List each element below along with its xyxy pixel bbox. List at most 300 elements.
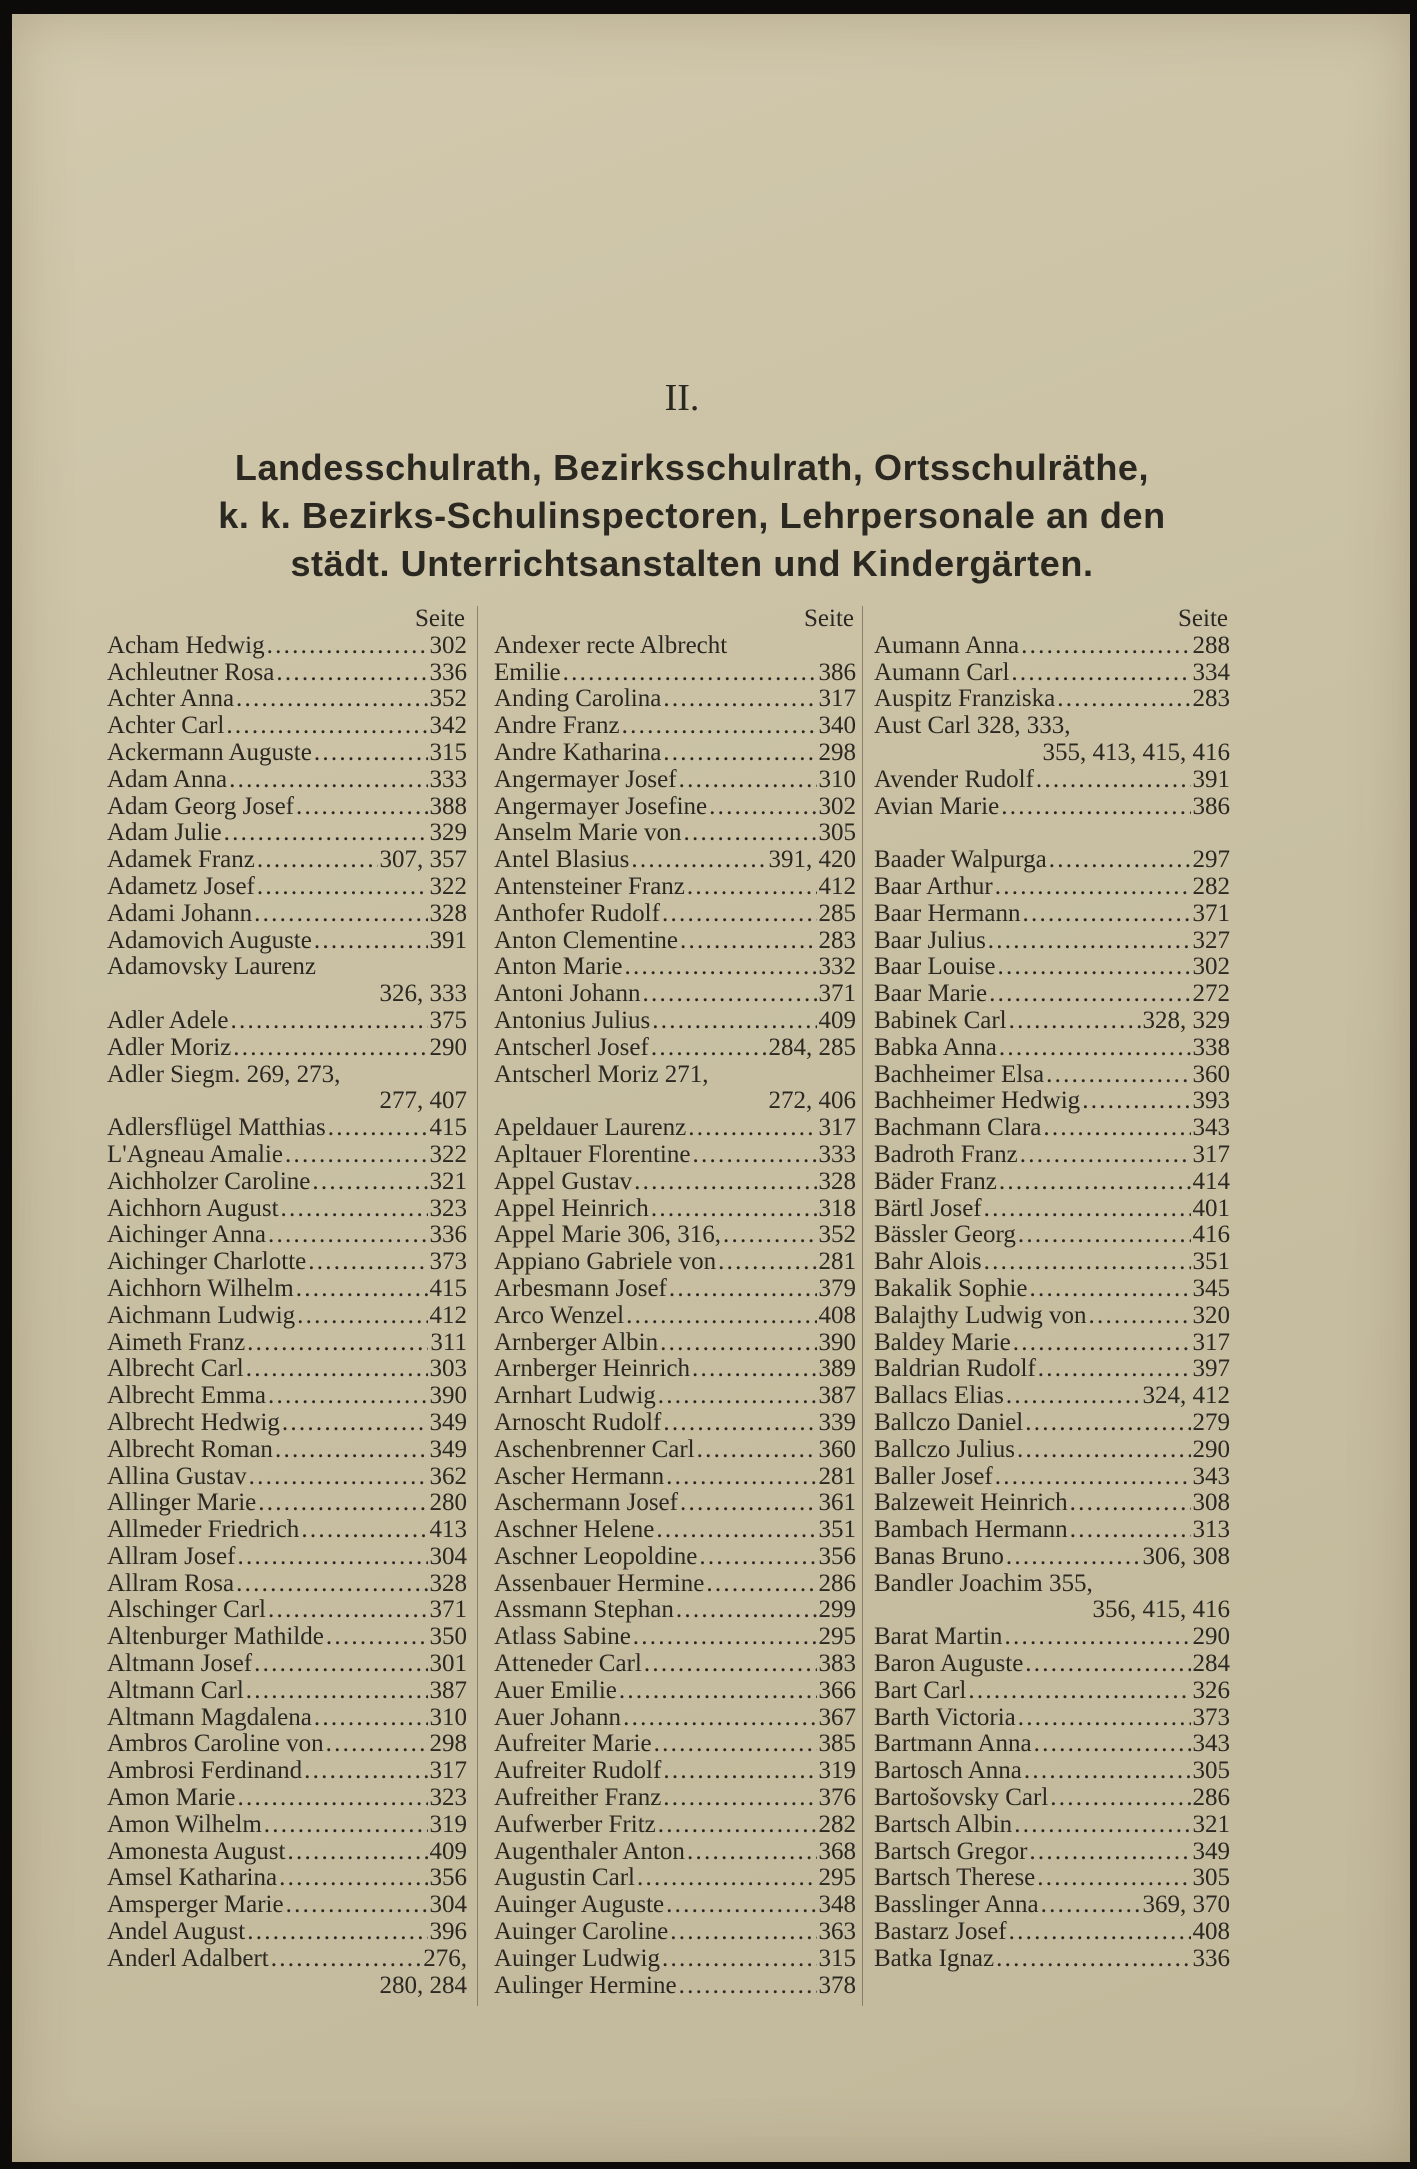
index-entry — [494, 1142, 856, 1169]
entry-name: Aschermann Josef — [494, 1489, 678, 1517]
entry-page: 336 — [429, 1221, 467, 1249]
entry-name: Angermayer Josef — [494, 765, 677, 793]
leader-dots — [692, 1356, 817, 1383]
entry-page: 409 — [818, 1006, 856, 1034]
leader-dots — [1018, 1222, 1191, 1249]
index-entry — [107, 794, 467, 821]
entry-name: Antscherl Moriz 271, — [494, 1060, 709, 1088]
entry-name: Aumann Anna — [874, 631, 1020, 659]
index-entry — [874, 1731, 1230, 1758]
leader-dots — [1025, 1410, 1190, 1437]
leader-dots — [680, 928, 817, 955]
entry-page: 385 — [818, 1730, 856, 1758]
entry-page: 279 — [1192, 1408, 1230, 1436]
entry-name: Auspitz Franziska — [874, 685, 1056, 713]
index-entry — [107, 1437, 467, 1464]
leader-dots — [656, 1517, 816, 1544]
entry-page: 351 — [1192, 1248, 1230, 1276]
entry-name: Anselm Marie von — [494, 819, 682, 847]
entry-name: Atlass Sabine — [494, 1623, 631, 1651]
index-entry — [874, 1249, 1230, 1276]
leader-dots — [1038, 1356, 1191, 1383]
entry-page: 339 — [818, 1408, 856, 1436]
index-entry — [494, 713, 856, 740]
entry-name: Auinger Caroline — [494, 1918, 669, 1946]
entry-name: Appel Heinrich — [494, 1194, 649, 1222]
index-entry — [107, 1785, 467, 1812]
entry-page: 297 — [1192, 846, 1230, 874]
entry-page: 412 — [818, 872, 856, 900]
entry-name: Aufreither Franz — [494, 1784, 662, 1812]
entry-name: Adami Johann — [107, 899, 253, 927]
entry-name: Bahr Alois — [874, 1248, 982, 1276]
entry-name: Bastarz Josef — [874, 1918, 1007, 1946]
leader-dots — [267, 633, 428, 660]
index-entry — [494, 1517, 856, 1544]
heading-line: städt. Unterrichtsanstalten und Kindergärten. — [290, 543, 1094, 584]
index-entry — [494, 954, 856, 981]
entry-page: 303 — [429, 1355, 467, 1383]
entry-page: 272 — [1192, 980, 1230, 1008]
entry-name: Antonius Julius — [494, 1006, 651, 1034]
entry-page: 348 — [818, 1891, 856, 1919]
index-entry — [874, 1705, 1230, 1732]
entry-page: 313 — [1192, 1516, 1230, 1544]
entry-page: 376 — [818, 1784, 856, 1812]
entry-name: Adametz Josef — [107, 872, 255, 900]
entry-name: Auer Emilie — [494, 1676, 617, 1704]
entry-name: Aufreiter Marie — [494, 1730, 652, 1758]
entry-name: Bachheimer Hedwig — [874, 1087, 1081, 1115]
entry-name: Appiano Gabriele von — [494, 1248, 717, 1276]
leader-dots — [229, 767, 427, 794]
entry-page: 375 — [429, 1006, 467, 1034]
leader-dots — [692, 1142, 816, 1169]
leader-dots — [237, 1785, 427, 1812]
index-entry — [107, 1008, 467, 1035]
index-entry — [494, 1222, 856, 1249]
entry-name: Aschner Leopoldine — [494, 1542, 698, 1570]
entry-page: 409 — [429, 1837, 467, 1865]
leader-dots — [287, 1839, 427, 1866]
entry-page: 319 — [818, 1757, 856, 1785]
entry-name: Adamovsky Laurenz — [107, 953, 316, 981]
index-entry — [874, 901, 1230, 928]
entry-name: Aichhorn August — [107, 1194, 279, 1222]
leader-dots — [1009, 1919, 1191, 1946]
index-entry — [494, 1383, 856, 1410]
index-entry — [494, 1705, 856, 1732]
entry-name: Baar Marie — [874, 980, 988, 1008]
index-entry — [494, 1651, 856, 1678]
leader-dots — [651, 1035, 767, 1062]
leader-dots — [326, 1624, 428, 1651]
leader-dots — [268, 1222, 428, 1249]
index-entry — [107, 1571, 467, 1598]
index-entry — [874, 1222, 1230, 1249]
leader-dots — [984, 1249, 1191, 1276]
entry-page: 324, 412 — [1142, 1382, 1230, 1410]
entry-name: Balajthy Ludwig von — [874, 1301, 1087, 1329]
entry-name: Babka Anna — [874, 1033, 997, 1061]
entry-name: Adam Julie — [107, 819, 222, 847]
index-entry — [494, 1356, 856, 1383]
index-entry — [874, 1812, 1230, 1839]
index-entry — [107, 1624, 467, 1651]
index-entry — [107, 1705, 467, 1732]
entry-page: 315 — [818, 1944, 856, 1972]
index-entry — [107, 1865, 467, 1892]
letter-gap — [874, 820, 1230, 847]
entry-name: Altmann Magdalena — [107, 1703, 312, 1731]
index-entry — [494, 660, 856, 687]
index-entry — [874, 1088, 1230, 1115]
entry-name: Badroth Franz — [874, 1140, 1018, 1168]
index-entry — [874, 1490, 1230, 1517]
index-entry — [107, 1142, 467, 1169]
index-column-3 — [874, 606, 1230, 1973]
entry-page: 317 — [818, 685, 856, 713]
leader-dots — [237, 1544, 427, 1571]
index-column-2 — [494, 606, 856, 1999]
index-entry — [107, 1839, 467, 1866]
entry-page: 413 — [429, 1516, 467, 1544]
entry-name: Babinek Carl — [874, 1006, 1007, 1034]
entry-name: Allram Josef — [107, 1542, 236, 1570]
leader-dots — [663, 1410, 816, 1437]
leader-dots — [679, 767, 817, 794]
index-entry — [107, 686, 467, 713]
entry-page: 328, 329 — [1142, 1006, 1230, 1034]
entry-page: 305 — [818, 819, 856, 847]
index-entry — [874, 1169, 1230, 1196]
leader-dots — [660, 1330, 816, 1357]
entry-name: Ballacs Elias — [874, 1382, 1004, 1410]
index-entry — [107, 660, 467, 687]
entry-page: 308 — [1192, 1489, 1230, 1517]
entry-page: 321 — [429, 1167, 467, 1195]
leader-dots — [224, 820, 428, 847]
index-entry — [874, 1839, 1230, 1866]
entry-page: 338 — [1192, 1033, 1230, 1061]
entry-page: 329 — [429, 819, 467, 847]
leader-dots — [312, 1169, 427, 1196]
leader-dots — [626, 1303, 816, 1330]
entry-page: 332 — [818, 953, 856, 981]
leader-dots — [296, 1276, 428, 1303]
entry-name: Apeldauer Laurenz — [494, 1114, 687, 1142]
leader-dots — [1009, 1008, 1141, 1035]
entry-name: Aschner Helene — [494, 1516, 655, 1544]
leader-dots — [258, 1490, 427, 1517]
entry-name: Baar Hermann — [874, 899, 1021, 927]
entry-page: 304 — [429, 1891, 467, 1919]
entry-name: Arbesmann Josef — [494, 1274, 667, 1302]
entry-name: Baller Josef — [874, 1462, 993, 1490]
leader-dots — [1057, 686, 1190, 713]
entry-name: Altmann Carl — [107, 1676, 244, 1704]
entry-page: 391 — [429, 926, 467, 954]
leader-dots — [1082, 1088, 1190, 1115]
entry-name: Adler Adele — [107, 1006, 229, 1034]
index-entry — [107, 1303, 467, 1330]
leader-dots — [1034, 1731, 1191, 1758]
entry-page: 281 — [818, 1462, 856, 1490]
leader-dots — [246, 1678, 428, 1705]
entry-name: Arco Wenzel — [494, 1301, 625, 1329]
entry-name: Allinger Marie — [107, 1489, 257, 1517]
entry-page: 328 — [818, 1167, 856, 1195]
entry-page: 350 — [429, 1623, 467, 1651]
entry-name: Adamek Franz — [107, 846, 255, 874]
entry-name: Allina Gustav — [107, 1462, 247, 1490]
leader-dots — [1014, 1812, 1190, 1839]
entry-name: Bartsch Gregor — [874, 1837, 1028, 1865]
entry-page: 276, — [423, 1944, 467, 1972]
entry-name: Aumann Carl — [874, 658, 1010, 686]
index-entry — [874, 660, 1230, 687]
index-entry — [107, 1169, 467, 1196]
entry-name: Baldrian Rudolf — [874, 1355, 1036, 1383]
entry-page: 386 — [1192, 792, 1230, 820]
entry-name: Aufreiter Rudolf — [494, 1757, 662, 1785]
index-entry — [494, 1464, 856, 1491]
leader-dots — [276, 660, 427, 687]
entry-name: Ballczo Daniel — [874, 1408, 1024, 1436]
leader-dots — [1049, 847, 1191, 874]
leader-dots — [226, 713, 427, 740]
entry-page: 298 — [818, 738, 856, 766]
index-entry — [107, 874, 467, 901]
entry-name: Amsperger Marie — [107, 1891, 284, 1919]
index-entry — [874, 686, 1230, 713]
entry-name: Amsel Katharina — [107, 1864, 278, 1892]
entry-name: Antel Blasius — [494, 846, 630, 874]
entry-name: Adamovich Auguste — [107, 926, 312, 954]
entry-page: 415 — [429, 1274, 467, 1302]
leader-dots — [1029, 1839, 1190, 1866]
entry-name: L'Agneau Amalie — [107, 1140, 283, 1168]
entry-name: Assenbauer Hermine — [494, 1569, 705, 1597]
leader-dots — [658, 1383, 817, 1410]
entry-page: 320 — [1192, 1301, 1230, 1329]
index-entry — [874, 1946, 1230, 1973]
entry-page: 391 — [1192, 765, 1230, 793]
index-entry — [874, 1330, 1230, 1357]
index-entry — [494, 1490, 856, 1517]
index-entry — [874, 767, 1230, 794]
leader-dots — [1025, 1651, 1190, 1678]
leader-dots — [246, 1356, 428, 1383]
entry-name: Ascher Hermann — [494, 1462, 665, 1490]
entry-name: Aichmann Ludwig — [107, 1301, 296, 1329]
entry-page: 302 — [429, 631, 467, 659]
entry-page-continuation: 272, 406 — [768, 1087, 856, 1115]
leader-dots — [697, 1437, 817, 1464]
leader-dots — [624, 954, 816, 981]
entry-name: Assmann Stephan — [494, 1596, 674, 1624]
leader-dots — [718, 1249, 816, 1276]
entry-page: 304 — [429, 1542, 467, 1570]
leader-dots — [1021, 633, 1190, 660]
entry-name: Allram Rosa — [107, 1569, 235, 1597]
leader-dots — [1017, 1437, 1191, 1464]
index-entry — [494, 1169, 856, 1196]
entry-name: Arnberger Albin — [494, 1328, 659, 1356]
entry-name: Baar Louise — [874, 953, 996, 981]
index-entry — [494, 820, 856, 847]
entry-name: Aulinger Hermine — [494, 1971, 677, 1999]
index-entry — [107, 1731, 467, 1758]
entry-page: 288 — [1192, 631, 1230, 659]
entry-page: 295 — [818, 1864, 856, 1892]
entry-name: Arnoscht Rudolf — [494, 1408, 662, 1436]
index-entry — [874, 1571, 1230, 1598]
leader-dots — [995, 874, 1191, 901]
entry-page: 396 — [429, 1918, 467, 1946]
entry-page: 412 — [429, 1301, 467, 1329]
index-entry — [874, 981, 1230, 1008]
entry-name: Anthofer Rudolf — [494, 899, 660, 927]
entry-name: Augustin Carl — [494, 1864, 635, 1892]
index-entry — [874, 794, 1230, 821]
entry-page: 363 — [818, 1918, 856, 1946]
leader-dots — [644, 1651, 817, 1678]
index-entry — [107, 1758, 467, 1785]
leader-dots — [999, 1035, 1191, 1062]
entry-page: 397 — [1192, 1355, 1230, 1383]
entry-name: Anderl Adalbert — [107, 1944, 269, 1972]
index-entry — [874, 1008, 1230, 1035]
leader-dots — [679, 1973, 817, 2000]
leader-dots — [1050, 1785, 1190, 1812]
entry-page: 373 — [1192, 1703, 1230, 1731]
heading-line: Landesschulrath, Bezirksschulrath, Ortsschulräthe, — [234, 447, 1150, 488]
entry-name: Bambach Hermann — [874, 1516, 1068, 1544]
entry-page: 285 — [818, 899, 856, 927]
entry-page: 366 — [818, 1676, 856, 1704]
index-entry — [874, 954, 1230, 981]
leader-dots — [662, 1946, 817, 1973]
entry-name: Adler Siegm. 269, 273, — [107, 1060, 341, 1088]
leader-dots — [1018, 1705, 1191, 1732]
entry-page: 356 — [818, 1542, 856, 1570]
index-entry — [107, 1464, 467, 1491]
entry-page: 415 — [429, 1114, 467, 1142]
entry-name: Ballczo Julius — [874, 1435, 1015, 1463]
index-entry — [874, 1758, 1230, 1785]
leader-dots — [279, 1865, 427, 1892]
entry-page: 317 — [818, 1114, 856, 1142]
entry-page: 349 — [429, 1435, 467, 1463]
entry-page: 352 — [429, 685, 467, 713]
leader-dots — [275, 1437, 428, 1464]
index-entry — [107, 820, 467, 847]
entry-page: 323 — [429, 1194, 467, 1222]
index-entry — [107, 1196, 467, 1223]
leader-dots — [663, 686, 816, 713]
entry-name: Alschinger Carl — [107, 1596, 266, 1624]
index-entry — [107, 1115, 467, 1142]
leader-dots — [304, 1758, 427, 1785]
leader-dots — [1006, 1383, 1141, 1410]
entry-page: 333 — [429, 765, 467, 793]
entry-name: Ackermann Auguste — [107, 738, 312, 766]
entry-name: Baar Arthur — [874, 872, 993, 900]
entry-page: 284, 285 — [768, 1033, 856, 1061]
leader-dots — [670, 1919, 816, 1946]
entry-page: 290 — [429, 1033, 467, 1061]
entry-name: Albrecht Emma — [107, 1382, 266, 1410]
leader-dots — [297, 1303, 427, 1330]
entry-page: 362 — [429, 1462, 467, 1490]
index-entry — [494, 740, 856, 767]
leader-dots — [236, 1571, 427, 1598]
entry-page: 283 — [1192, 685, 1230, 713]
entry-page: 378 — [818, 1971, 856, 1999]
index-entry — [107, 847, 467, 874]
entry-name: Amon Marie — [107, 1784, 236, 1812]
entry-name: Bässler Georg — [874, 1221, 1016, 1249]
entry-name: Antscherl Josef — [494, 1033, 649, 1061]
leader-dots — [676, 1597, 817, 1624]
leader-dots — [643, 981, 817, 1008]
entry-name: Bärtl Josef — [874, 1194, 982, 1222]
entry-page: 295 — [818, 1623, 856, 1651]
entry-name: Bakalik Sophie — [874, 1274, 1028, 1302]
entry-name: Aufwerber Fritz — [494, 1810, 656, 1838]
entry-page: 393 — [1192, 1087, 1230, 1115]
leader-dots — [706, 1571, 816, 1598]
leader-dots — [247, 1330, 428, 1357]
index-entry — [107, 1544, 467, 1571]
index-entry — [107, 1356, 467, 1383]
entry-page: 373 — [429, 1248, 467, 1276]
entry-page: 311 — [430, 1328, 467, 1356]
entry-page: 383 — [818, 1650, 856, 1678]
leader-dots — [619, 1678, 817, 1705]
index-entry — [874, 1115, 1230, 1142]
entry-name: Achter Carl — [107, 712, 225, 740]
entry-name: Bachheimer Elsa — [874, 1060, 1045, 1088]
index-entry — [874, 1383, 1230, 1410]
entry-page: 328 — [429, 1569, 467, 1597]
leader-dots — [1043, 1115, 1190, 1142]
entry-page: 284 — [1192, 1650, 1230, 1678]
leader-dots — [271, 1946, 421, 1973]
entry-name: Amonesta August — [107, 1837, 286, 1865]
entry-page: 290 — [1192, 1435, 1230, 1463]
index-entry — [874, 847, 1230, 874]
leader-dots — [984, 1196, 1191, 1223]
entry-name: Albrecht Hedwig — [107, 1408, 280, 1436]
entry-name: Appel Marie 306, 316, — [494, 1221, 722, 1249]
entry-name: Baldey Marie — [874, 1328, 1011, 1356]
entry-name: Anton Clementine — [494, 926, 678, 954]
entry-name: Balzeweit Heinrich — [874, 1489, 1068, 1517]
entry-name: Anding Carolina — [494, 685, 662, 713]
entry-page: 282 — [1192, 872, 1230, 900]
entry-page: 305 — [1192, 1864, 1230, 1892]
index-entry — [494, 928, 856, 955]
leader-dots — [658, 1812, 817, 1839]
entry-page: 345 — [1192, 1274, 1230, 1302]
leader-dots — [968, 1678, 1190, 1705]
leader-dots — [268, 1597, 428, 1624]
leader-dots — [281, 1196, 428, 1223]
leader-dots — [1020, 1142, 1191, 1169]
leader-dots — [1022, 901, 1190, 928]
